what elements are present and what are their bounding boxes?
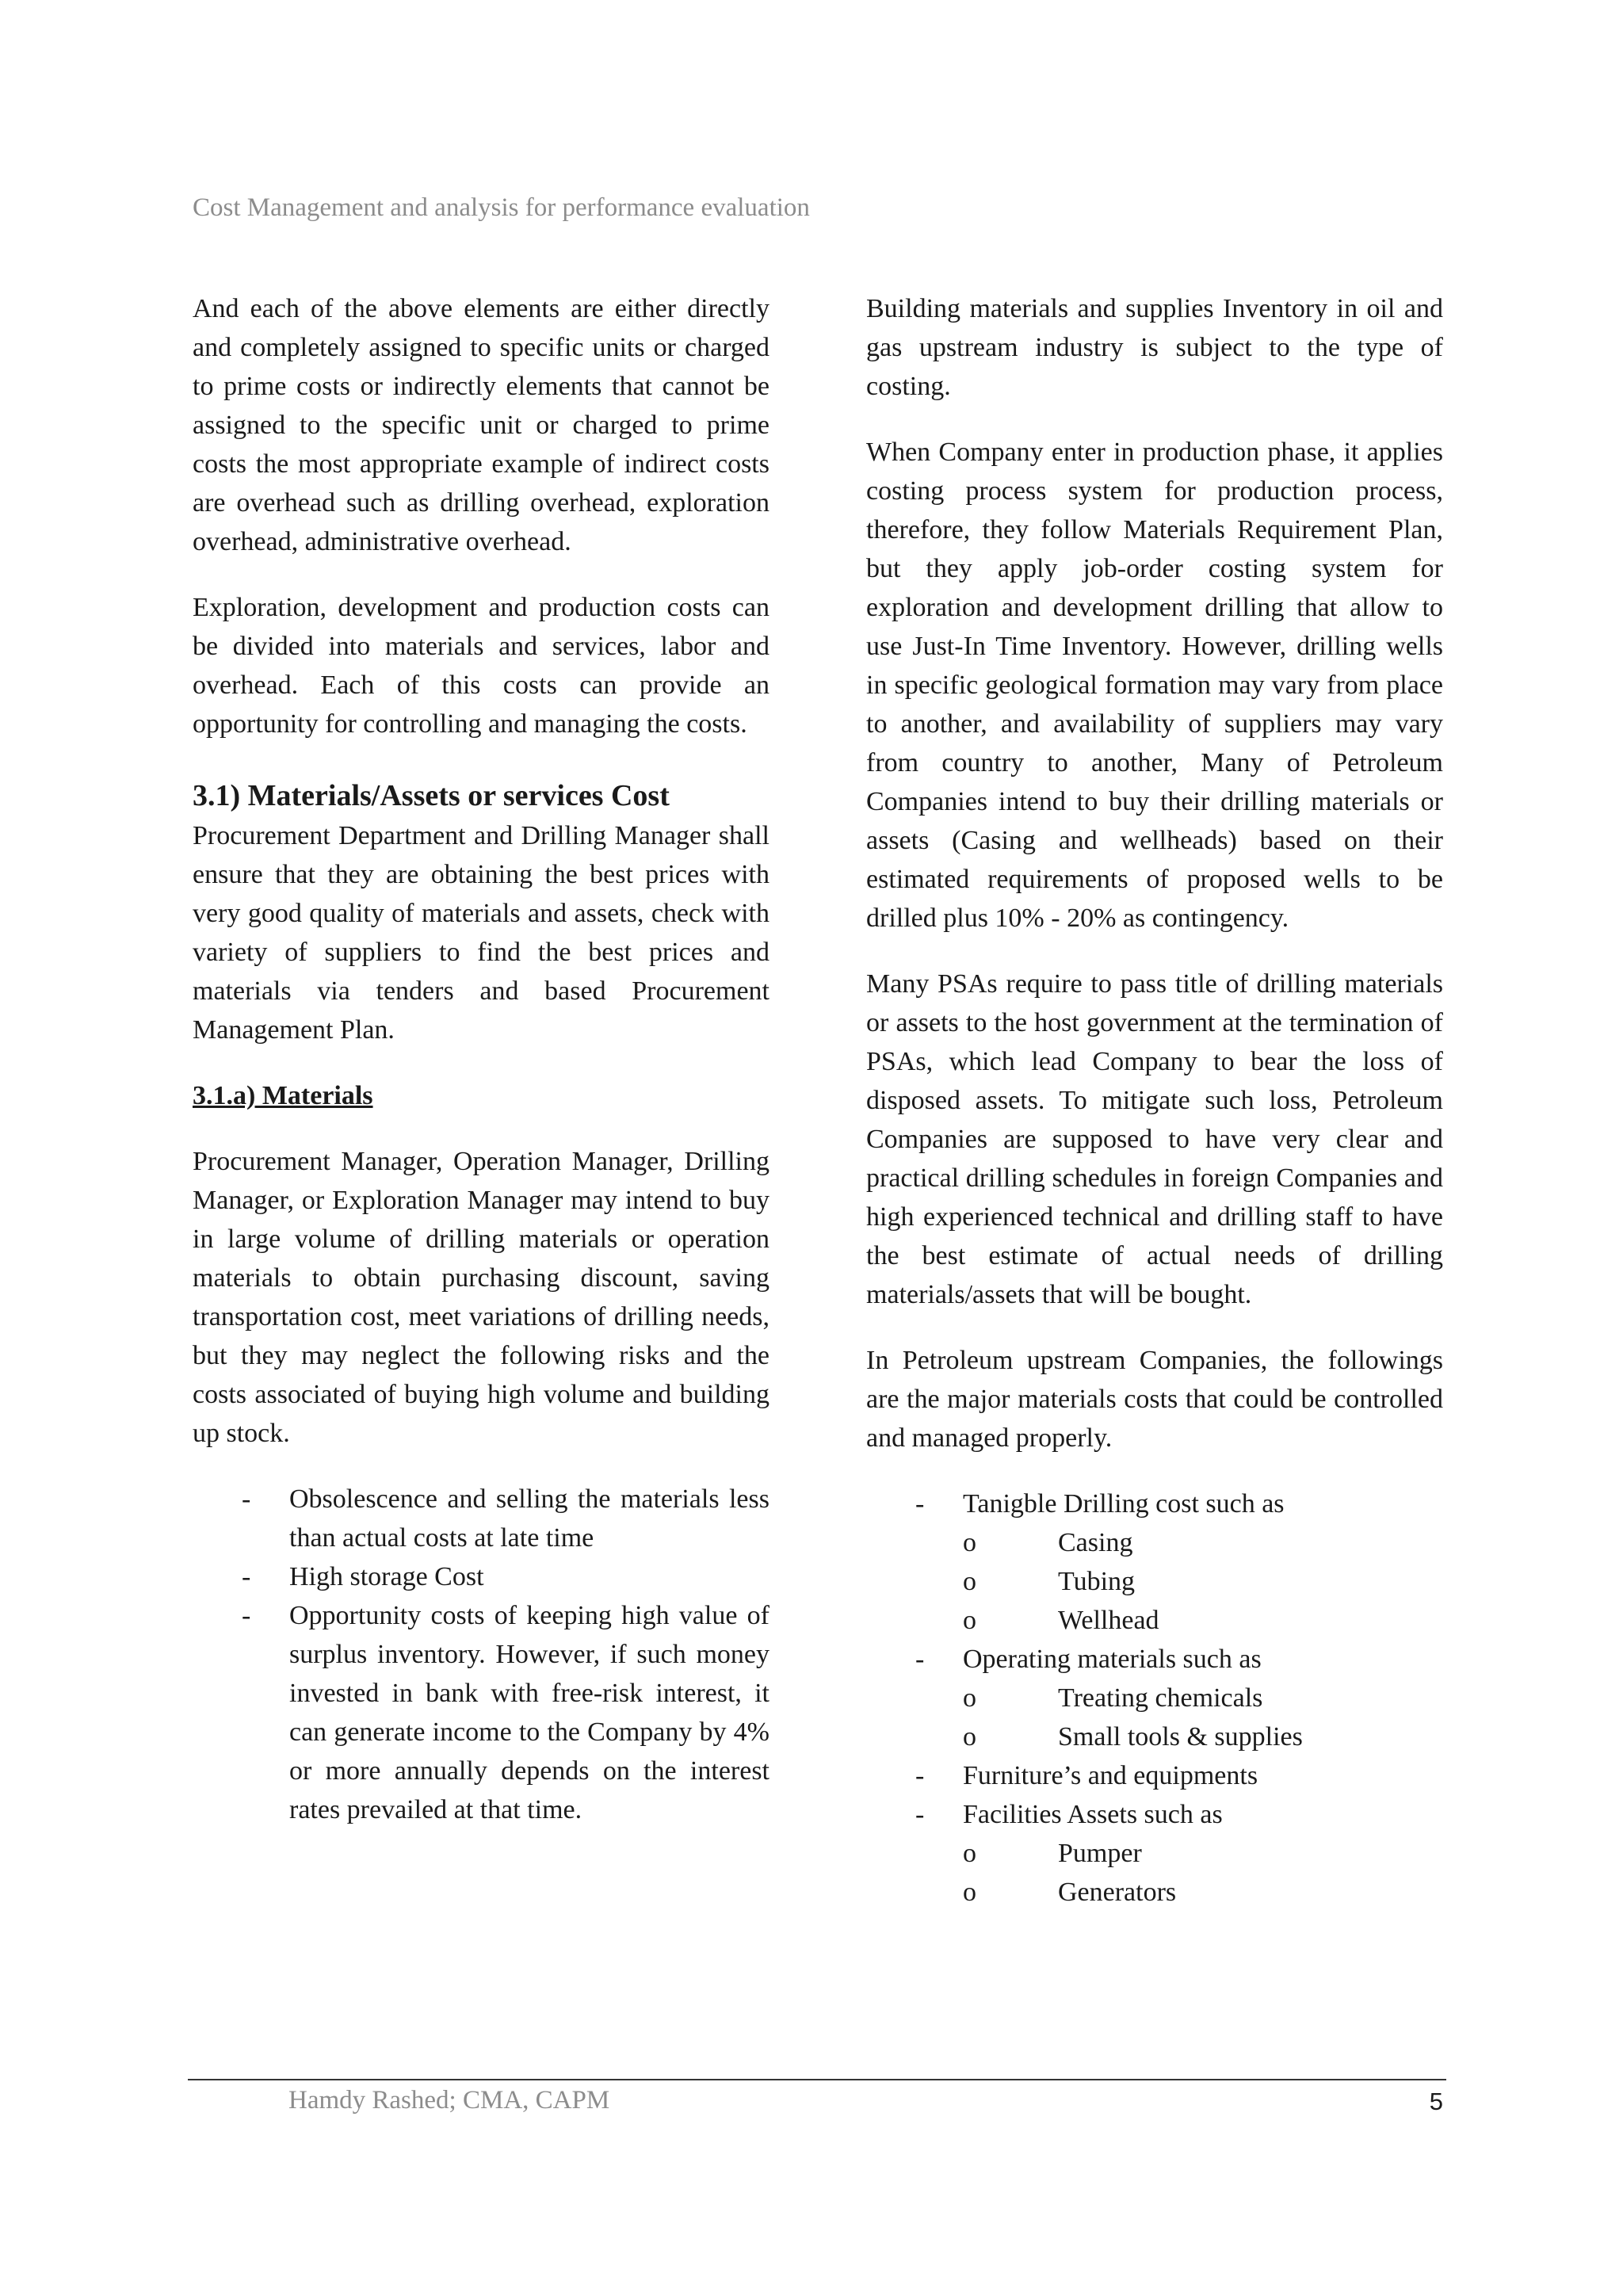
- circle-bullet: o: [963, 1567, 976, 1596]
- sub-list: [963, 1679, 1443, 1756]
- list-item: [866, 1484, 1443, 1640]
- sub-list: [963, 1523, 1443, 1640]
- list-item-text: Facilities Assets such as: [963, 1800, 1223, 1829]
- sub-list-item: [868, 1717, 1443, 1756]
- sub-heading-materials: 3.1.a) Materials: [193, 1081, 373, 1110]
- list-item-text: Tanigble Drilling cost such as: [963, 1489, 1285, 1519]
- sub-list-item-text: Pumper: [1058, 1839, 1142, 1868]
- page-number: 5: [1429, 2088, 1443, 2115]
- sub-list-item-text: Generators: [1058, 1878, 1177, 1907]
- sub-list-item: [868, 1562, 1443, 1601]
- sub-list-item: [868, 1523, 1443, 1562]
- sub-list: [963, 1834, 1443, 1912]
- list-item-text: Opportunity costs of keeping high value of surplus inventory. However, if such money invested in bank with free-risk interest, it can generate income to the Company by 4% or more annually depends on the interest rates prevailed at that time.: [289, 1601, 769, 1824]
- paragraph-indirect-costs: And each of the above elements are either directly and completely assigned to specific units or charged to prime costs or indirectly elements that cannot be assigned to the specific unit or charged to prime costs the most appropriate example of indirect costs are overhead such as drilling overhead, exploration overhead, administrative overhead.: [193, 294, 769, 556]
- sub-list-item-text: Tubing: [1058, 1567, 1136, 1596]
- circle-bullet: o: [963, 1528, 976, 1557]
- paragraph-production-phase: When Company enter in production phase, it applies costing process system for production process, therefore, they follow Materials Requirement Plan, but they apply job-order costing system for exploration and development drilling that allow to use Just-In Time Inventory. However, drilling wells in specific geological formation may vary from place to another, and availability of suppliers may vary from country to another, Many of Petroleum Companies intend to buy their drilling materials or assets (Casing and wellheads) based on their estimated requirements of proposed wells to be drilled plus 10% - 20% as contingency.: [866, 437, 1443, 933]
- sub-list-item: [868, 1679, 1443, 1717]
- sub-list-item-text: Small tools & supplies: [1058, 1722, 1303, 1752]
- dash-bullet: -: [915, 1800, 925, 1829]
- list-item: [866, 1756, 1443, 1795]
- paragraph-inventory-costing: Building materials and supplies Inventory in oil and gas upstream industry is subject to the type of costing.: [866, 294, 1443, 401]
- running-header: Cost Management and analysis for performance evaluation: [193, 193, 810, 222]
- footer-author: Hamdy Rashed; CMA, CAPM: [288, 2086, 610, 2115]
- paragraph-procurement: Procurement Department and Drilling Manager shall ensure that they are obtaining the best prices with very good quality of materials and assets, check with variety of suppliers to find the best prices and materials via tenders and based Procurement Management Plan.: [193, 821, 769, 1045]
- cost-list: [866, 1484, 1443, 1912]
- sub-list-item-text: Casing: [1058, 1528, 1133, 1557]
- dash-bullet: -: [915, 1645, 925, 1674]
- circle-bullet: o: [963, 1839, 976, 1868]
- list-item: [866, 1795, 1443, 1912]
- paragraph-cost-division: Exploration, development and production costs can be divided into materials and services, labor and overhead. Each of this costs can provide an opportunity for controlling and managing the costs.: [193, 593, 769, 739]
- sub-list-item: [868, 1873, 1443, 1912]
- paragraph-major-costs: In Petroleum upstream Companies, the followings are the major materials costs that could be controlled and managed properly.: [866, 1346, 1443, 1453]
- sub-list-item-text: Treating chemicals: [1058, 1683, 1263, 1713]
- sub-list-item: [868, 1601, 1443, 1640]
- sub-list-item-text: Wellhead: [1058, 1606, 1159, 1635]
- dash-bullet: -: [242, 1562, 251, 1591]
- list-item-text: Operating materials such as: [963, 1645, 1262, 1674]
- circle-bullet: o: [963, 1722, 976, 1752]
- footer-divider: [188, 2079, 1446, 2080]
- circle-bullet: o: [963, 1606, 976, 1635]
- dash-bullet: -: [242, 1601, 251, 1630]
- right-column: [866, 289, 1443, 1912]
- section-heading-materials-assets: 3.1) Materials/Assets or services Cost: [193, 779, 670, 812]
- paragraph-large-volume: Procurement Manager, Operation Manager, Drilling Manager, or Exploration Manager may intend to buy in large volume of drilling materials or operation materials to obtain purchasing discount, saving transportation cost, meet variations of drilling needs, but they may neglect the following risks and the costs associated of buying high volume and building up stock.: [193, 1147, 769, 1448]
- left-column: [193, 289, 769, 1829]
- list-item: [866, 1640, 1443, 1756]
- sub-list-item: [868, 1834, 1443, 1873]
- list-item: [193, 1596, 769, 1829]
- list-item-text: Furniture’s and equipments: [963, 1761, 1258, 1790]
- circle-bullet: o: [963, 1878, 976, 1907]
- list-item: [193, 1480, 769, 1557]
- circle-bullet: o: [963, 1683, 976, 1713]
- list-item-text: Obsolescence and selling the materials less than actual costs at late time: [289, 1484, 769, 1553]
- dash-bullet: -: [242, 1484, 251, 1514]
- list-item: [193, 1557, 769, 1596]
- dash-bullet: -: [915, 1761, 925, 1790]
- dash-bullet: -: [915, 1489, 925, 1519]
- risk-list: [193, 1480, 769, 1829]
- paragraph-psa-title: Many PSAs require to pass title of drilling materials or assets to the host government at the termination of PSAs, which lead Company to bear the loss of disposed assets. To mitigate such loss, Petroleum Companies are supposed to have very clear and practical drilling schedules in foreign Companies and high experienced technical and drilling staff to have the best estimate of actual needs of drilling materials/assets that will be bought.: [866, 969, 1443, 1309]
- list-item-text: High storage Cost: [289, 1562, 484, 1591]
